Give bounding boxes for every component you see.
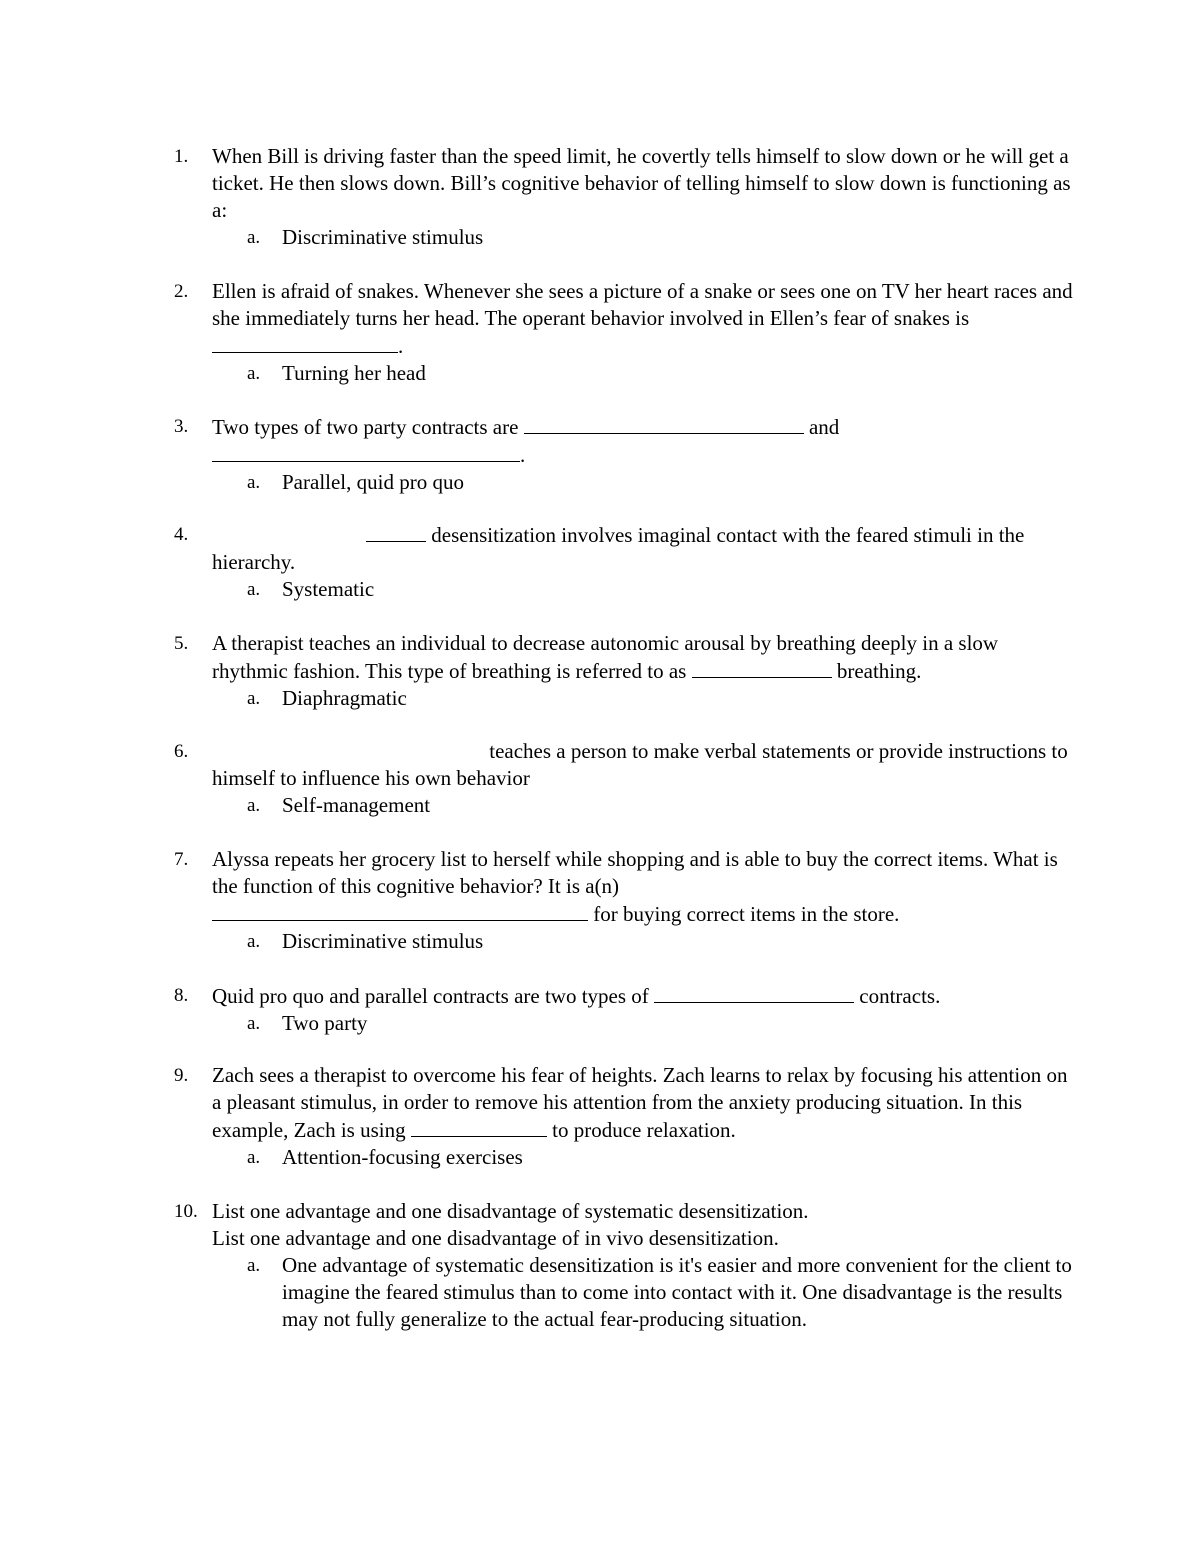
question-6: [174, 738, 1074, 819]
question-stem: [212, 982, 1074, 1010]
question-number: 4.: [174, 524, 189, 545]
question-10: [174, 1198, 1074, 1333]
question-number: 9.: [174, 1065, 189, 1086]
answer: [247, 685, 1074, 712]
fill-in-blank[interactable]: [692, 657, 832, 678]
answer: [247, 576, 1074, 603]
question-stem: [212, 846, 1074, 928]
stem-text: Quid pro quo and parallel contracts are two types of: [212, 984, 649, 1008]
question-8: [174, 982, 1074, 1037]
question-5: [174, 630, 1074, 712]
stem-text: and: [808, 415, 840, 439]
stem-text: for buying correct items in the store.: [593, 902, 900, 926]
stem-text: A therapist teaches an individual to decrease autonomic arousal by breathing deeply in a slow rhythmic fashion. This type of breathing is referred to as: [212, 631, 999, 683]
answer-letter: a.: [247, 472, 261, 493]
answer-letter: a.: [247, 227, 261, 248]
answer: [247, 469, 1074, 496]
question-stem: [212, 1062, 1074, 1144]
stem-text: Alyssa repeats her grocery list to herself while shopping and is able to buy the correct items. What is the function of this cognitive behavior? It is a(n): [212, 847, 1058, 898]
stem-text: Ellen is afraid of snakes. Whenever she sees a picture of a snake or sees one on TV her heart races and she immediately turns her head. The operant behavior involved in Ellen’s fear of snakes is: [212, 279, 1073, 330]
question-stem: [212, 521, 1074, 576]
stem-text: breathing.: [836, 659, 922, 683]
question-number: 3.: [174, 416, 189, 437]
answer-letter: a.: [247, 363, 261, 384]
answer-letter: a.: [247, 931, 261, 952]
question-number: 1.: [174, 146, 189, 167]
answer-letter: a.: [247, 795, 261, 816]
stem-text: to produce relaxation.: [552, 1118, 736, 1142]
answer: [247, 928, 1074, 955]
answer: [247, 792, 1074, 819]
question-number: 6.: [174, 741, 189, 762]
answer-text: Parallel, quid pro quo: [282, 470, 464, 494]
fill-in-blank[interactable]: [524, 413, 804, 434]
answer-text: Discriminative stimulus: [282, 225, 484, 249]
answer-text: Systematic: [282, 577, 375, 601]
answer: [247, 360, 1074, 387]
question-number: 2.: [174, 281, 189, 302]
answer-text: Self-management: [282, 793, 431, 817]
answer-letter: a.: [247, 688, 261, 709]
stem-text: desensitization involves imaginal contact with the feared stimuli in the hierarchy.: [212, 523, 1025, 574]
stem-text: Two types of two party contracts are: [212, 415, 519, 439]
stem-line: List one advantage and one disadvantage of systematic desensitization.: [212, 1199, 809, 1223]
question-stem: When Bill is driving faster than the speed limit, he covertly tells himself to slow down or he will get a ticket. He then slows down. Bill’s cognitive behavior of telling himself to slow down is functioning as a:: [212, 144, 1071, 222]
question-1: [174, 143, 1074, 251]
stem-text: contracts.: [859, 984, 941, 1008]
question-number: 8.: [174, 985, 189, 1006]
answer-letter: a.: [247, 1255, 261, 1276]
question-9: [174, 1062, 1074, 1171]
question-3: [174, 413, 1074, 496]
fill-in-blank[interactable]: [212, 332, 398, 353]
answer-letter: a.: [247, 579, 261, 600]
question-7: [174, 846, 1074, 955]
answer-text: Turning her head: [282, 361, 426, 385]
answer: [247, 1252, 1072, 1333]
answer-letter: a.: [247, 1013, 261, 1034]
answer: [247, 1010, 1074, 1037]
stem-text: .: [520, 443, 526, 467]
question-stem: [212, 630, 1074, 685]
stem-line: List one advantage and one disadvantage of in vivo desensitization.: [212, 1226, 779, 1250]
answer-letter: a.: [247, 1147, 261, 1168]
question-2: [174, 278, 1074, 387]
question-stem: [212, 278, 1074, 360]
question-number: 10.: [174, 1201, 198, 1222]
question-stem: [212, 738, 1074, 792]
answer: [247, 1144, 1074, 1171]
question-stem: [212, 1198, 1074, 1252]
fill-in-blank[interactable]: [411, 1116, 547, 1137]
fill-in-blank[interactable]: [654, 982, 854, 1003]
fill-in-blank[interactable]: [366, 521, 426, 542]
stem-text: Zach sees a therapist to overcome his fear of heights. Zach learns to relax by focusing his attention on a pleasant stimulus, in order to remove his attention from the anxiety producing situation. In this example, Zach is using: [212, 1063, 1068, 1142]
fill-in-blank[interactable]: [212, 441, 520, 462]
question-stem: [212, 413, 1074, 469]
stem-text: .: [398, 334, 404, 358]
answer-text: One advantage of systematic desensitization is it's easier and more convenient for the client to imagine the feared stimulus than to come into contact with it. One disadvantage is the results may not fully generalize to the actual fear-producing situation.: [282, 1253, 1072, 1331]
answer-text: Two party: [282, 1011, 368, 1035]
stem-text: teaches a person to make verbal statements or provide instructions to himself to influence his own behavior: [212, 739, 1068, 790]
question-number: 5.: [174, 633, 189, 654]
question-4: [174, 521, 1074, 603]
answer-text: Discriminative stimulus: [282, 929, 484, 953]
answer-text: Diaphragmatic: [282, 686, 407, 710]
answer-text: Attention-focusing exercises: [282, 1145, 523, 1169]
answer: [247, 224, 1074, 251]
question-number: 7.: [174, 849, 189, 870]
fill-in-blank[interactable]: [212, 900, 588, 921]
